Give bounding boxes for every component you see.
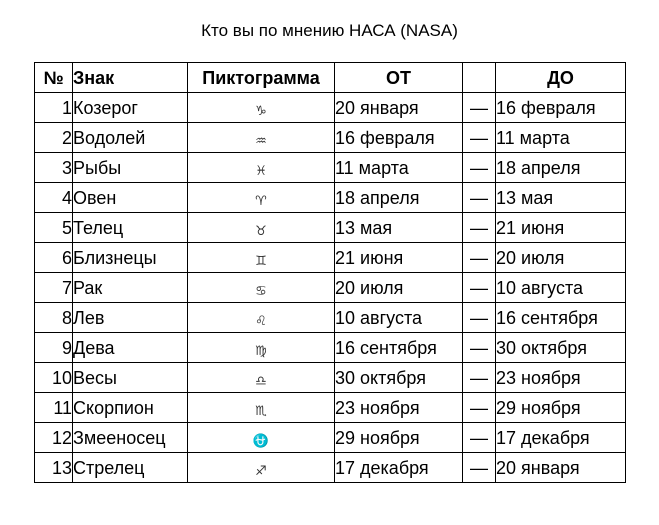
row-from: 18 апреля xyxy=(335,183,463,213)
row-number: 9 xyxy=(35,333,73,363)
row-from: 20 января xyxy=(335,93,463,123)
row-to: 23 ноября xyxy=(496,363,626,393)
row-from: 29 ноября xyxy=(335,423,463,453)
row-to: 13 мая xyxy=(496,183,626,213)
table-row xyxy=(35,93,626,123)
row-pictogram xyxy=(188,453,335,483)
table-row xyxy=(35,393,626,423)
row-to: 20 июля xyxy=(496,243,626,273)
row-number: 5 xyxy=(35,213,73,243)
row-sign: Рак xyxy=(73,273,188,303)
row-number: 11 xyxy=(35,393,73,423)
row-number: 1 xyxy=(35,93,73,123)
row-from: 10 августа xyxy=(335,303,463,333)
row-to: 30 октября xyxy=(496,333,626,363)
row-sign: Водолей xyxy=(73,123,188,153)
cancer-icon: ♋ xyxy=(255,284,267,299)
scorpio-icon: ♏ xyxy=(255,404,267,419)
row-sign: Стрелец xyxy=(73,453,188,483)
table-row xyxy=(35,423,626,453)
row-dash: — xyxy=(463,243,496,273)
virgo-icon: ♍ xyxy=(255,344,267,359)
row-pictogram xyxy=(188,243,335,273)
row-from: 16 сентября xyxy=(335,333,463,363)
table-row xyxy=(35,183,626,213)
row-number: 13 xyxy=(35,453,73,483)
row-dash: — xyxy=(463,273,496,303)
row-from: 16 февраля xyxy=(335,123,463,153)
row-dash: — xyxy=(463,393,496,423)
row-pictogram xyxy=(188,213,335,243)
header-number: № xyxy=(35,63,73,93)
row-number: 7 xyxy=(35,273,73,303)
table-header-row xyxy=(35,63,626,93)
row-to: 10 августа xyxy=(496,273,626,303)
row-pictogram xyxy=(188,363,335,393)
row-from: 23 ноября xyxy=(335,393,463,423)
row-dash: — xyxy=(463,303,496,333)
table-body xyxy=(35,93,626,483)
row-from: 11 марта xyxy=(335,153,463,183)
row-number: 10 xyxy=(35,363,73,393)
header-sign: Знак xyxy=(73,63,188,93)
table-row xyxy=(35,213,626,243)
row-pictogram xyxy=(188,393,335,423)
header-dash xyxy=(463,63,496,93)
row-pictogram xyxy=(188,303,335,333)
header-from: ОТ xyxy=(335,63,463,93)
row-from: 17 декабря xyxy=(335,453,463,483)
row-pictogram xyxy=(188,183,335,213)
table-row xyxy=(35,453,626,483)
aries-icon: ♈ xyxy=(255,194,267,209)
row-from: 21 июня xyxy=(335,243,463,273)
row-sign: Козерог xyxy=(73,93,188,123)
row-sign: Змееносец xyxy=(73,423,188,453)
row-dash: — xyxy=(463,123,496,153)
zodiac-table xyxy=(34,62,626,483)
row-dash: — xyxy=(463,333,496,363)
row-dash: — xyxy=(463,183,496,213)
header-pictogram: Пиктограмма xyxy=(188,63,335,93)
row-pictogram xyxy=(188,153,335,183)
header-to: ДО xyxy=(496,63,626,93)
row-to: 17 декабря xyxy=(496,423,626,453)
leo-icon: ♌ xyxy=(255,314,267,329)
row-number: 12 xyxy=(35,423,73,453)
row-number: 2 xyxy=(35,123,73,153)
capricorn-icon: ♑ xyxy=(255,104,267,119)
row-dash: — xyxy=(463,363,496,393)
row-pictogram xyxy=(188,273,335,303)
sagittarius-icon: ♐ xyxy=(255,464,267,479)
gemini-icon: ♊ xyxy=(255,254,267,269)
row-from: 30 октября xyxy=(335,363,463,393)
pisces-icon: ♓ xyxy=(255,164,267,179)
aquarius-icon: ♒ xyxy=(255,134,267,149)
row-sign: Овен xyxy=(73,183,188,213)
row-dash: — xyxy=(463,213,496,243)
row-pictogram xyxy=(188,93,335,123)
row-to: 29 ноября xyxy=(496,393,626,423)
row-number: 3 xyxy=(35,153,73,183)
table-row xyxy=(35,303,626,333)
row-to: 16 сентября xyxy=(496,303,626,333)
row-number: 8 xyxy=(35,303,73,333)
row-number: 4 xyxy=(35,183,73,213)
table-row xyxy=(35,273,626,303)
row-number: 6 xyxy=(35,243,73,273)
table-row xyxy=(35,333,626,363)
row-sign: Лев xyxy=(73,303,188,333)
table-row xyxy=(35,363,626,393)
taurus-icon: ♉ xyxy=(255,224,267,239)
table-row xyxy=(35,153,626,183)
row-to: 16 февраля xyxy=(496,93,626,123)
row-to: 11 марта xyxy=(496,123,626,153)
libra-icon: ♎ xyxy=(255,374,267,389)
row-dash: — xyxy=(463,93,496,123)
table-row xyxy=(35,243,626,273)
row-from: 13 мая xyxy=(335,213,463,243)
row-dash: — xyxy=(463,453,496,483)
row-sign: Рыбы xyxy=(73,153,188,183)
row-dash: — xyxy=(463,153,496,183)
row-from: 20 июля xyxy=(335,273,463,303)
table-row xyxy=(35,123,626,153)
page-title: Кто вы по мнению НАСА (NASA) xyxy=(201,21,458,40)
row-sign: Близнецы xyxy=(73,243,188,273)
row-sign: Телец xyxy=(73,213,188,243)
row-dash: — xyxy=(463,423,496,453)
row-to: 20 января xyxy=(496,453,626,483)
row-to: 18 апреля xyxy=(496,153,626,183)
row-sign: Весы xyxy=(73,363,188,393)
row-sign: Скорпион xyxy=(73,393,188,423)
row-pictogram xyxy=(188,333,335,363)
row-pictogram xyxy=(188,423,335,453)
row-to: 21 июня xyxy=(496,213,626,243)
row-pictogram xyxy=(188,123,335,153)
row-sign: Дева xyxy=(73,333,188,363)
ophiuchus-icon: ⛎ xyxy=(252,434,270,449)
